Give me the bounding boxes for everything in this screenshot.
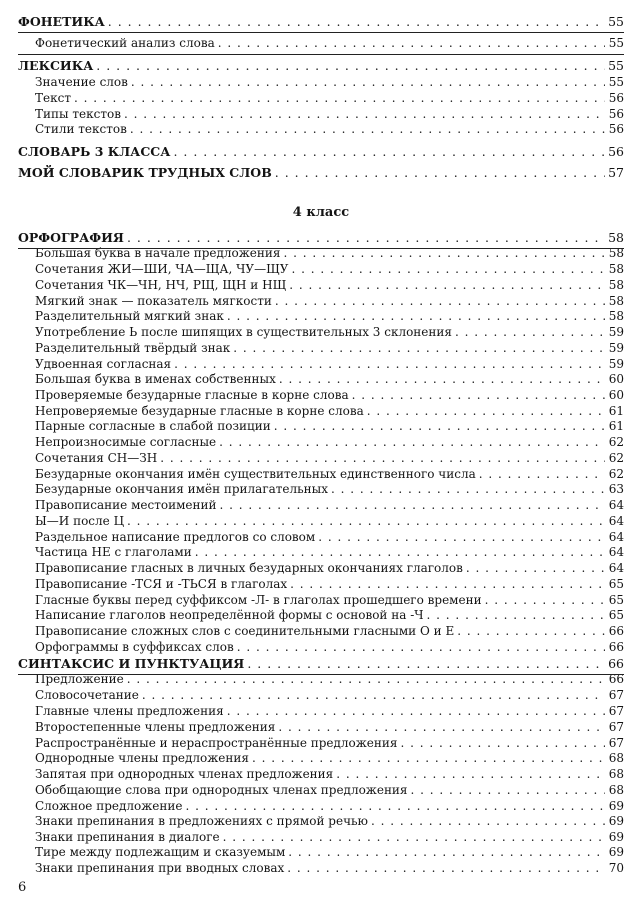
- toc-entry[interactable]: [35, 122, 624, 138]
- toc-entry-title: Непроизносимые согласные: [35, 435, 217, 449]
- toc-entry-title: Гласные буквы перед суффиксом -Л- в глаголах прошедшего времени: [35, 593, 482, 607]
- dot-leader: [130, 122, 605, 136]
- dot-leader: [457, 624, 605, 638]
- toc-entry-page: 59: [608, 357, 624, 371]
- toc-entry[interactable]: [35, 704, 624, 720]
- toc-entry-page: 62: [608, 451, 624, 465]
- toc-entry-page: 67: [608, 688, 624, 702]
- toc-entry-page: 58: [608, 246, 624, 260]
- dot-leader: [274, 419, 605, 433]
- toc-entry-title: МОЙ СЛОВАРИК ТРУДНЫХ СЛОВ: [18, 165, 272, 180]
- toc-entry-title: Предложение: [35, 672, 124, 686]
- toc-entry-page: 61: [608, 404, 624, 418]
- toc-entry[interactable]: [35, 783, 624, 799]
- dot-leader: [279, 372, 605, 386]
- dot-leader: [427, 608, 605, 622]
- toc-entry-page: 65: [608, 593, 624, 607]
- toc-entry-page: 69: [608, 830, 624, 844]
- toc-entry-page: 56: [608, 91, 624, 105]
- dot-leader: [275, 165, 605, 180]
- toc-entry-title: Большая буква в именах собственных: [35, 372, 276, 386]
- toc-entry-page: 65: [608, 577, 624, 591]
- toc-entry-page: 67: [608, 720, 624, 734]
- dot-leader: [124, 107, 605, 121]
- dot-leader: [142, 688, 605, 702]
- dot-leader: [400, 736, 605, 750]
- toc-entry-title: Словосочетание: [35, 688, 139, 702]
- toc-entry-title: Правописание местоимений: [35, 498, 217, 512]
- dot-leader: [290, 577, 605, 591]
- toc-entry-title: Второстепенные члены предложения: [35, 720, 276, 734]
- section-rule: [18, 54, 624, 55]
- toc-entry[interactable]: [35, 498, 624, 514]
- toc-entry-page: 63: [608, 482, 624, 496]
- toc-entry-page: 62: [608, 435, 624, 449]
- toc-entry-page: 55: [608, 58, 624, 73]
- toc-entry-page: 66: [608, 672, 624, 686]
- toc-entry[interactable]: [35, 75, 624, 91]
- toc-entry[interactable]: [35, 830, 624, 846]
- toc-entry-title: Сочетания ЧК—ЧН, НЧ, РЩ, ЩН и НЩ: [35, 278, 287, 292]
- toc-entry-title: Мягкий знак — показатель мягкости: [35, 294, 272, 308]
- toc-entry[interactable]: [35, 514, 624, 530]
- dot-leader: [331, 482, 605, 496]
- dot-leader: [411, 783, 605, 797]
- toc-entry-title: Разделительный твёрдый знак: [35, 341, 231, 355]
- toc-entry[interactable]: [35, 309, 624, 325]
- dot-leader: [247, 656, 605, 671]
- toc-heading[interactable]: [18, 165, 624, 181]
- toc-entry[interactable]: [35, 608, 624, 624]
- toc-entry[interactable]: [35, 262, 624, 278]
- toc-entry-title: Сочетания ЖИ—ШИ, ЧА—ЩА, ЧУ—ЩУ: [35, 262, 289, 276]
- toc-entry-page: 59: [608, 325, 624, 339]
- toc-entry-title: Распространённые и нераспространённые предложения: [35, 736, 398, 750]
- dot-leader: [318, 530, 605, 544]
- toc-entry-page: 70: [608, 861, 624, 875]
- dot-leader: [173, 144, 605, 159]
- toc-entry-title: Стили текстов: [35, 122, 127, 136]
- toc-entry-title: Раздельное написание предлогов со словом: [35, 530, 316, 544]
- dot-leader: [174, 357, 605, 371]
- toc-entry[interactable]: [35, 467, 624, 483]
- toc-entry-page: 67: [608, 704, 624, 718]
- toc-entry-title: Написание глаголов неопределённой формы с основой на -Ч: [35, 608, 424, 622]
- toc-heading[interactable]: [18, 14, 624, 30]
- page-number: 6: [18, 880, 27, 895]
- toc-entry[interactable]: [35, 861, 624, 877]
- dot-leader: [227, 309, 605, 323]
- toc-entry-page: 58: [608, 278, 624, 292]
- toc-entry[interactable]: [35, 357, 624, 373]
- toc-entry-title: Проверяемые безударные гласные в корне слова: [35, 388, 349, 402]
- toc-entry-page: 65: [608, 608, 624, 622]
- dot-leader: [160, 451, 605, 465]
- toc-entry-page: 69: [608, 814, 624, 828]
- toc-entry-title: Правописание -ТСЯ и -ТЬСЯ в глаголах: [35, 577, 288, 591]
- toc-heading[interactable]: [18, 144, 624, 160]
- toc-entry[interactable]: [35, 640, 624, 656]
- toc-entry[interactable]: [35, 530, 624, 546]
- toc-entry-title: ОРФОГРАФИЯ: [18, 230, 124, 245]
- toc-entry[interactable]: [35, 107, 624, 123]
- toc-entry-page: 58: [608, 294, 624, 308]
- toc-entry-page: 55: [608, 75, 624, 89]
- dot-leader: [233, 341, 605, 355]
- dot-leader: [131, 75, 605, 89]
- dot-leader: [336, 767, 605, 781]
- toc-entry-title: Сложное предложение: [35, 799, 183, 813]
- toc-entry-title: Знаки препинания при вводных словах: [35, 861, 285, 875]
- toc-entry-page: 62: [608, 467, 624, 481]
- dot-leader: [275, 294, 605, 308]
- toc-entry[interactable]: [35, 593, 624, 609]
- section-rule: [18, 32, 624, 33]
- toc-entry-title: СИНТАКСИС И ПУНКТУАЦИЯ: [18, 656, 245, 671]
- toc-entry[interactable]: [35, 435, 624, 451]
- toc-entry-page: 64: [608, 498, 624, 512]
- toc-entry[interactable]: [35, 545, 624, 561]
- toc-entry[interactable]: [35, 577, 624, 593]
- toc-entry-page: 68: [608, 783, 624, 797]
- dot-leader: [218, 36, 605, 50]
- toc-entry-page: 58: [608, 230, 624, 245]
- toc-entry-page: 66: [608, 640, 624, 654]
- toc-entry[interactable]: [35, 767, 624, 783]
- toc-entry-title: Знаки препинания в диалоге: [35, 830, 220, 844]
- toc-entry[interactable]: [35, 688, 624, 704]
- toc-entry[interactable]: [35, 419, 624, 435]
- toc-entry-title: Употребление Ь после шипящих в существительных 3 склонения: [35, 325, 452, 339]
- toc-entry-page: 68: [608, 751, 624, 765]
- toc-heading[interactable]: [18, 230, 624, 246]
- dot-leader: [455, 325, 605, 339]
- toc-entry-title: Правописание сложных слов с соединительными гласными О и Е: [35, 624, 455, 638]
- toc-entry-page: 67: [608, 736, 624, 750]
- toc-entry-page: 56: [608, 122, 624, 136]
- toc-entry-title: Знаки препинания в предложениях с прямой речью: [35, 814, 368, 828]
- dot-leader: [278, 720, 605, 734]
- toc-entry[interactable]: [35, 451, 624, 467]
- toc-entry[interactable]: [35, 799, 624, 815]
- toc-entry-title: Частица НЕ с глаголами: [35, 545, 192, 559]
- toc-entry[interactable]: [35, 814, 624, 830]
- toc-entry[interactable]: [35, 561, 624, 577]
- toc-entry[interactable]: [35, 278, 624, 294]
- section-rule: [18, 674, 624, 675]
- toc-entry-title: СЛОВАРЬ 3 КЛАССА: [18, 144, 171, 159]
- dot-leader: [185, 799, 605, 813]
- dot-leader: [237, 640, 605, 654]
- toc-entry-page: 56: [608, 107, 624, 121]
- toc-entry-title: Запятая при однородных членах предложения: [35, 767, 334, 781]
- toc-entry-title: ФОНЕТИКА: [18, 14, 105, 29]
- toc-entry-title: Однородные члены предложения: [35, 751, 249, 765]
- dot-leader: [289, 278, 605, 292]
- toc-entry[interactable]: [35, 845, 624, 861]
- toc-entry-title: Парные согласные в слабой позиции: [35, 419, 271, 433]
- toc-entry-page: 58: [608, 309, 624, 323]
- toc-entry[interactable]: [35, 325, 624, 341]
- toc-entry[interactable]: [35, 720, 624, 736]
- toc-entry-page: 69: [608, 845, 624, 859]
- toc-entry[interactable]: [35, 751, 624, 767]
- dot-leader: [127, 230, 605, 245]
- dot-leader: [252, 751, 605, 765]
- dot-leader: [227, 704, 605, 718]
- toc-entry-title: Тире между подлежащим и сказуемым: [35, 845, 286, 859]
- toc-entry-page: 55: [608, 14, 624, 29]
- toc-entry-title: Непроверяемые безударные гласные в корне слова: [35, 404, 364, 418]
- toc-entry-title: Значение слов: [35, 75, 128, 89]
- dot-leader: [485, 593, 605, 607]
- toc-entry[interactable]: [35, 388, 624, 404]
- toc-entry-page: 60: [608, 388, 624, 402]
- toc-entry-title: Фонетический анализ слова: [35, 36, 215, 50]
- toc-entry-title: Орфограммы в суффиксах слов: [35, 640, 234, 654]
- toc-entry-page: 55: [608, 36, 624, 50]
- dot-leader: [96, 58, 605, 73]
- toc-entry[interactable]: [35, 36, 624, 52]
- toc-entry-page: 64: [608, 514, 624, 528]
- toc-entry[interactable]: [35, 341, 624, 357]
- toc-entry-page: 66: [608, 656, 624, 671]
- toc-entry-page: 69: [608, 799, 624, 813]
- dot-leader: [127, 514, 605, 528]
- dot-leader: [220, 498, 605, 512]
- toc-entry-page: 60: [608, 372, 624, 386]
- dot-leader: [291, 262, 605, 276]
- toc-entry-title: Большая буква в начале предложения: [35, 246, 281, 260]
- toc-entry-page: 64: [608, 545, 624, 559]
- toc-entry-page: 64: [608, 561, 624, 575]
- dot-leader: [288, 845, 605, 859]
- dot-leader: [108, 14, 605, 29]
- toc-entry-title: Безударные окончания имён существительных единственного числа: [35, 467, 476, 481]
- toc-entry-title: ЛЕКСИКА: [18, 58, 94, 73]
- toc-entry-title: Обобщающие слова при однородных членах предложения: [35, 783, 408, 797]
- toc-entry-page: 58: [608, 262, 624, 276]
- toc-entry-page: 61: [608, 419, 624, 433]
- toc-heading[interactable]: [18, 58, 624, 74]
- dot-leader: [195, 545, 605, 559]
- dot-leader: [352, 388, 605, 402]
- section-rule: [18, 248, 624, 249]
- toc-heading[interactable]: [18, 656, 624, 672]
- toc-entry-title: Главные члены предложения: [35, 704, 224, 718]
- dot-leader: [367, 404, 605, 418]
- toc-entry-title: Сочетания СН—ЗН: [35, 451, 158, 465]
- toc-entry-title: Ы—И после Ц: [35, 514, 125, 528]
- toc-entry[interactable]: [35, 91, 624, 107]
- toc-entry[interactable]: [35, 624, 624, 640]
- toc-entry-page: 57: [608, 165, 624, 180]
- grade-title: 4 класс: [292, 205, 350, 220]
- toc-entry-title: Текст: [35, 91, 71, 105]
- toc-entry-title: Удвоенная согласная: [35, 357, 172, 371]
- dot-leader: [466, 561, 605, 575]
- toc-entry[interactable]: [35, 404, 624, 420]
- toc-entry[interactable]: [35, 294, 624, 310]
- dot-leader: [223, 830, 605, 844]
- toc-entry-title: Правописание гласных в личных безударных окончаниях глаголов: [35, 561, 463, 575]
- toc-entry-title: Типы текстов: [35, 107, 121, 121]
- dot-leader: [371, 814, 605, 828]
- toc-entry-page: 68: [608, 767, 624, 781]
- toc-entry[interactable]: [35, 372, 624, 388]
- toc-entry-title: Разделительный мягкий знак: [35, 309, 224, 323]
- toc-entry[interactable]: [35, 482, 624, 498]
- toc-entry-page: 64: [608, 530, 624, 544]
- dot-leader: [287, 861, 605, 875]
- dot-leader: [479, 467, 605, 481]
- toc-entry[interactable]: [35, 736, 624, 752]
- toc-entry-title: Безударные окончания имён прилагательных: [35, 482, 328, 496]
- dot-leader: [74, 91, 605, 105]
- toc-entry-page: 66: [608, 624, 624, 638]
- toc-entry-page: 56: [608, 144, 624, 159]
- dot-leader: [219, 435, 605, 449]
- toc-entry-page: 59: [608, 341, 624, 355]
